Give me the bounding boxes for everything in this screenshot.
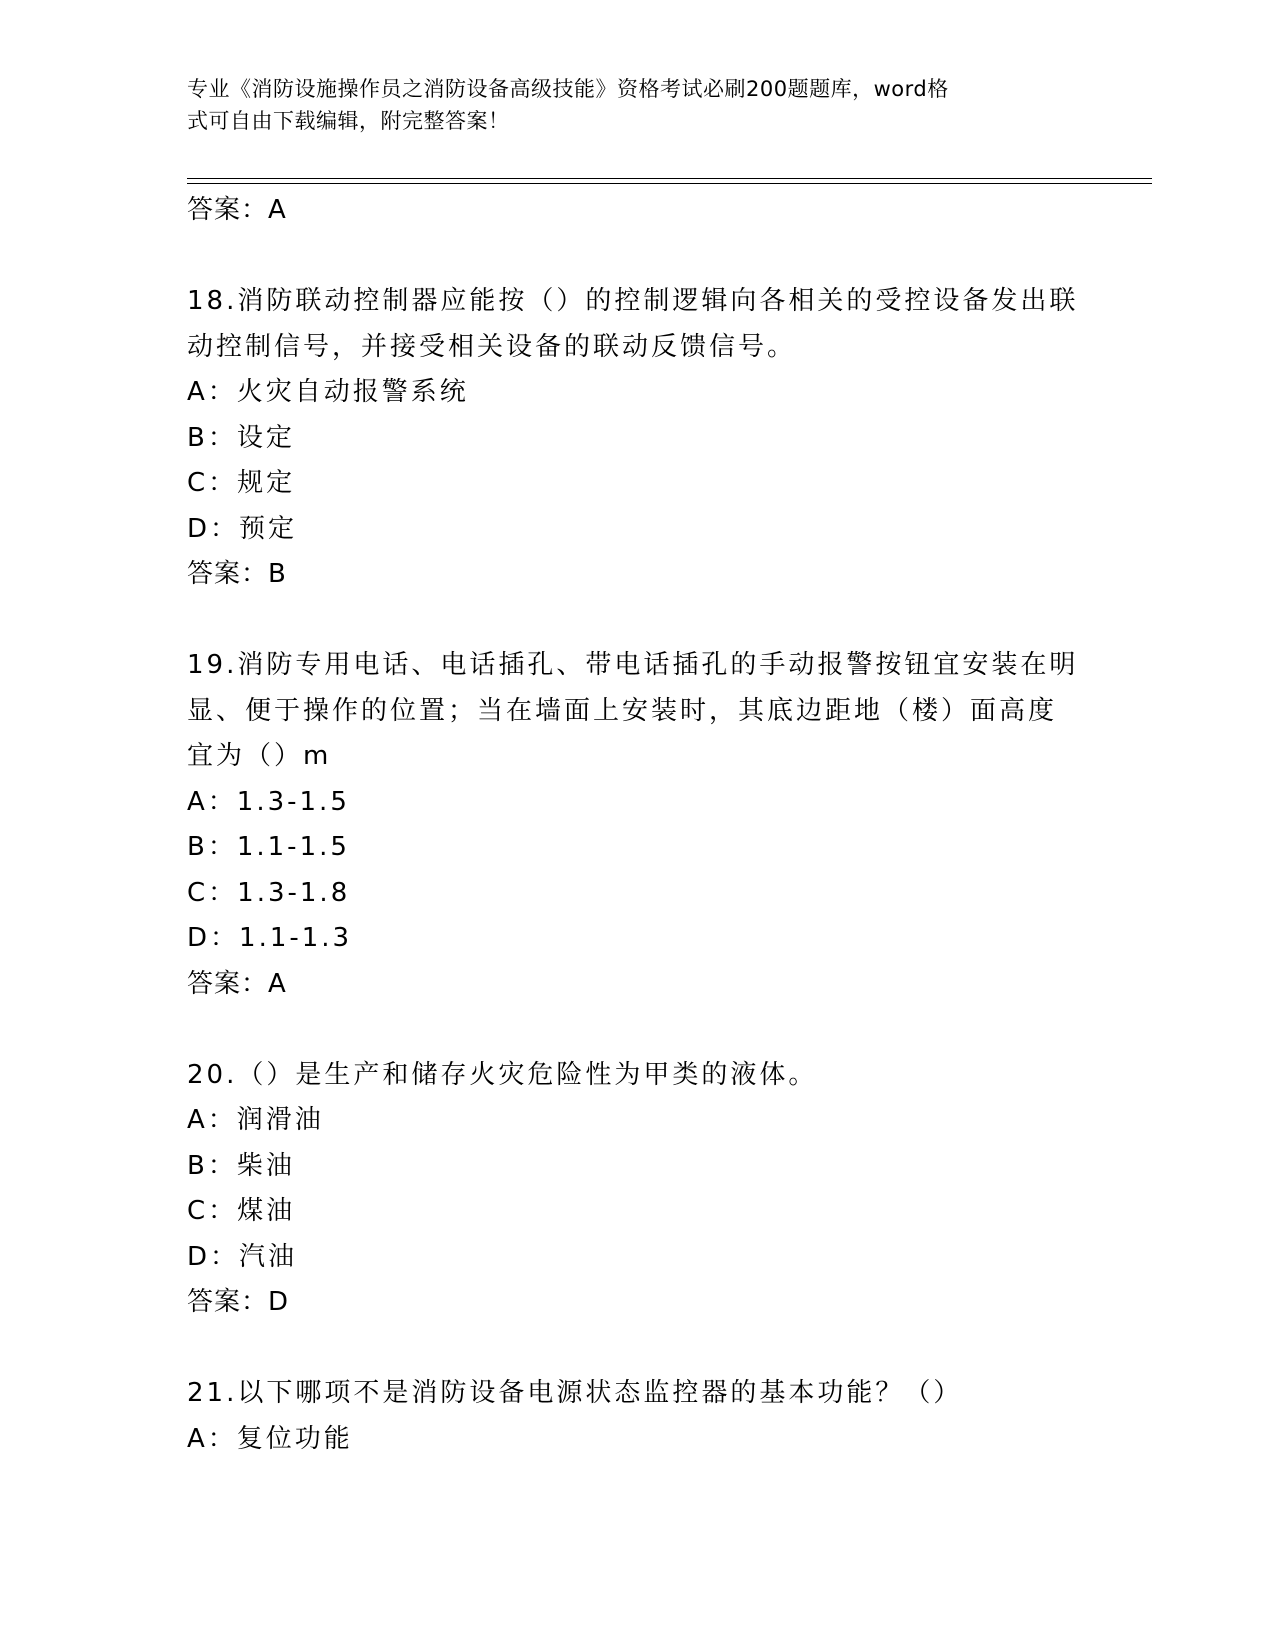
- header-divider-bottom: [187, 183, 1152, 184]
- question-stem-line: 19.消防专用电话、电话插孔、带电话插孔的手动报警按钮宜安装在明: [187, 650, 1079, 680]
- question-stem-line: 显、便于操作的位置；当在墙面上安装时，其底边距地（楼）面高度: [187, 695, 1058, 726]
- option-a: A：润滑油: [187, 1105, 324, 1135]
- option-d: D：汽油: [187, 1241, 298, 1272]
- answer: 答案：B: [187, 559, 287, 589]
- question-stem-line: 动控制信号，并接受相关设备的联动反馈信号。: [187, 331, 797, 362]
- header-line-2: 式可自由下载编辑，附完整答案！: [187, 109, 510, 133]
- header-line-1: 专业《消防设施操作员之消防设备高级技能》资格考试必刷200题题库，word格: [187, 77, 949, 101]
- question-21: [187, 1371, 1087, 1462]
- question-stem-line: 18.消防联动控制器应能按（）的控制逻辑向各相关的受控设备发出联: [187, 286, 1079, 316]
- spacer: [187, 1326, 1087, 1372]
- spacer: [187, 1007, 1087, 1053]
- option-b: B：设定: [187, 422, 295, 453]
- question-18: [187, 279, 1087, 598]
- spacer: [187, 598, 1087, 644]
- answer: 答案：D: [187, 1287, 290, 1317]
- option-c: C：1.3-1.8: [187, 877, 351, 908]
- header-divider-top: [187, 178, 1152, 179]
- option-b: B：柴油: [187, 1150, 295, 1181]
- question-20: [187, 1053, 1087, 1326]
- option-d: D：预定: [187, 513, 298, 544]
- answer-q17: 答案：A: [187, 195, 287, 225]
- document-header: [187, 73, 1067, 137]
- option-b: B：1.1-1.5: [187, 832, 350, 862]
- option-d: D：1.1-1.3: [187, 923, 353, 953]
- question-stem-line: 宜为（）m: [187, 741, 332, 771]
- spacer: [187, 234, 1087, 280]
- question-stem-line: 20.（）是生产和储存火灾危险性为甲类的液体。: [187, 1059, 818, 1090]
- answer: 答案：A: [187, 968, 287, 999]
- option-a: A：火灾自动报警系统: [187, 377, 469, 407]
- option-a: A：复位功能: [187, 1423, 353, 1454]
- question-stem-line: 21.以下哪项不是消防设备电源状态监控器的基本功能？（）: [187, 1378, 963, 1408]
- option-a: A：1.3-1.5: [187, 786, 350, 817]
- option-c: C：规定: [187, 468, 296, 498]
- option-c: C：煤油: [187, 1196, 296, 1226]
- question-19: [187, 643, 1087, 1007]
- question-list: [187, 188, 1087, 1462]
